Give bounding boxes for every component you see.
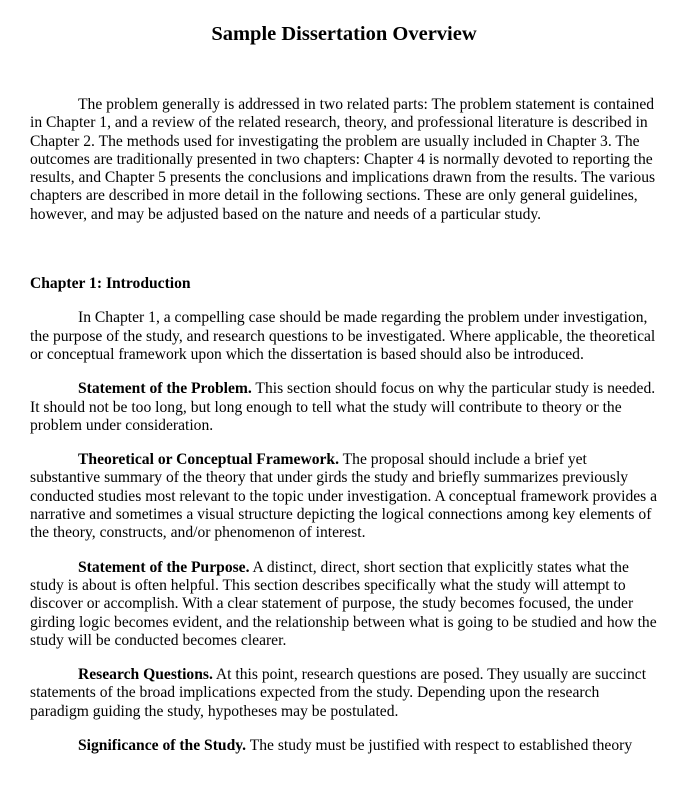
statement-of-purpose-heading: Statement of the Purpose.	[78, 558, 250, 576]
significance-heading: Significance of the Study.	[78, 737, 247, 755]
research-questions-heading: Research Questions.	[78, 666, 213, 684]
framework-heading: Theoretical or Conceptual Framework.	[78, 451, 340, 469]
statement-of-problem-text: This section should focus on why the particular study is needed. It should not be too long, but long enough to tell what the study will contribute to theory or the problem under consideration.	[30, 380, 656, 434]
statement-of-purpose-text: A distinct, direct, short section that explicitly states what the study is about is often helpful. This section describes specifically what the study will attempt to discover or accomplish. With a clear statement of purpose, the study becomes focused, the under girding logic becomes evident, and the relationship between what is going to be studied and how the study will be conducted becomes clearer.	[30, 558, 657, 649]
statement-of-problem-paragraph	[30, 380, 658, 435]
research-questions-paragraph	[30, 666, 658, 721]
chapter-1-heading: Chapter 1: Introduction	[30, 275, 191, 293]
framework-text: The proposal should include a brief yet substantive summary of the theory that under girds the study and briefly summarizes previously conducted studies most relevant to the topic under investigation. A conceptual framework provides a narrative and sometimes a visual structure depicting the logical connections among key elements of the theory, constructs, and/or phenomenon of interest.	[30, 451, 658, 542]
significance-text: The study must be justified with respect to established theory	[246, 737, 633, 755]
framework-paragraph	[30, 451, 658, 542]
document-body	[30, 96, 658, 771]
research-questions-text: At this point, research questions are posed. They usually are succinct statements of the broad implications expected from the study. Depending upon the research paradigm guiding the study, hypotheses may be postulated.	[30, 666, 647, 720]
chapter-1-intro-paragraph: In Chapter 1, a compelling case should be made regarding the problem under investigation, the purpose of the study, and research questions to be investigated. Where applicable, the theoretical or conceptual framework upon which the dissertation is based should also be introduced.	[30, 309, 656, 363]
statement-of-purpose-paragraph	[30, 559, 658, 650]
statement-of-problem-heading: Statement of the Problem.	[78, 380, 252, 398]
intro-paragraph: The problem generally is addressed in two related parts: The problem statement is contained in Chapter 1, and a review of the related research, theory, and professional literature is described in Chapter 2. The methods used for investigating the problem are usually included in Chapter 3. The outcomes are traditionally presented in two chapters: Chapter 4 is normally devoted to reporting the results, and Chapter 5 presents the conclusions and implications drawn from the results. The various chapters are described in more detail in the following sections. These are only general guidelines, however, and may be adjusted based on the nature and needs of a particular study.	[30, 96, 656, 223]
document-title: Sample Dissertation Overview	[211, 23, 477, 45]
significance-paragraph	[30, 737, 658, 755]
